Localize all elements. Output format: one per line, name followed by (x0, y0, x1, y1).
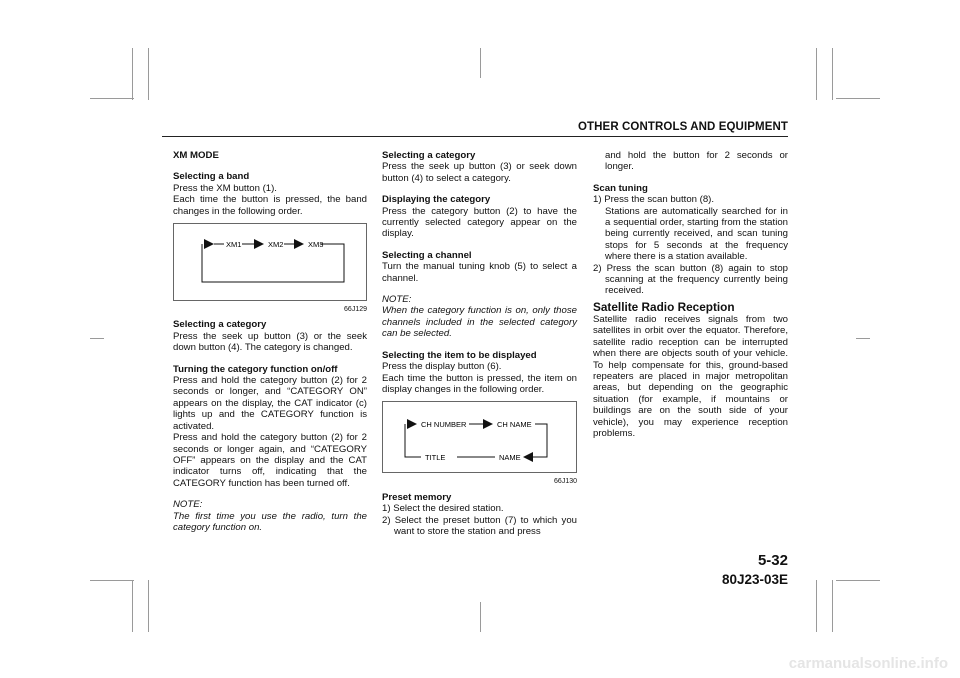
column-1 (173, 150, 367, 533)
select-category-heading: Selecting a category (382, 150, 476, 161)
arrow-icon (254, 239, 264, 249)
arrow-icon (483, 419, 493, 429)
crop-mark (832, 48, 833, 100)
crop-mark (90, 98, 134, 99)
band-order-figure (173, 223, 367, 301)
scan-heading: Scan tuning (593, 182, 648, 194)
category-text: Press the seek up button (3) or the seek down button (4). The category is changed. (173, 330, 367, 354)
crop-mark (132, 580, 133, 632)
column-2 (382, 150, 577, 537)
preset-step-1: 1) Select the desired station. (382, 503, 504, 515)
crop-mark (90, 580, 134, 581)
doc-code: 80J23-03E (721, 572, 788, 587)
section-title: OTHER CONTROLS AND EQUIPMENT (577, 121, 788, 133)
scan-step-1: 1) Press the scan button (8). Stations are automatically searched for in a sequential order, starting from the station being currently received, and scan tuning stops for 5 seconds at the frequency where there is a station available. (593, 194, 788, 263)
turning-text-2: Press and hold the category button (2) for 2 seconds or longer again, and “CATEGORY OFF” appears on the display and the CAT indicator turns off, indicating that the CATEGORY function has been turned off. (173, 432, 367, 489)
band-heading: Selecting a band (173, 171, 250, 183)
select-category-text: Press the seek up button (3) or seek down button (4) to select a category. (382, 161, 577, 184)
select-channel-text: Turn the manual tuning knob (5) to select a channel. (382, 261, 577, 284)
band-text: Press the XM button (1). Each time the button is pressed, the band changes in the following order. (173, 182, 367, 217)
band-label-xm3: XM3 (308, 240, 324, 250)
satellite-text: Satellite radio receives signals from two satellites in orbit over the equator. Therefore, satellite radio reception can be interrupted when there are objects south of your vehicle. To help compensate for this, ground-based repeaters are placed in major metropolitan areas, but depending on the geographic situation (for example, if mountains or buildings are on the south side of your vehicle), you may experience reception problems. (593, 313, 788, 439)
note-label: NOTE: (382, 294, 412, 306)
band-order-diagram (174, 224, 366, 300)
item-label-name: NAME (499, 453, 521, 463)
item-label-title: TITLE (425, 453, 446, 463)
preset-step-2: 2) Select the preset button (7) to which you want to store the station and press (382, 514, 577, 537)
display-category-text: Press the category button (2) to have the currently selected category appear on the display. (382, 205, 577, 240)
select-item-heading: Selecting the item to be displayed (382, 349, 537, 361)
figure-caption: 66J129 (344, 306, 367, 314)
select-item-text: Press the display button (6). Each time the button is pressed, the item on display changes in the following order. (382, 361, 577, 395)
arrow-icon (204, 239, 214, 249)
note-label: NOTE: (173, 499, 203, 511)
item-label-ch-name: CH NAME (497, 420, 532, 430)
select-channel-heading: Selecting a channel (382, 249, 472, 261)
crop-mark (90, 338, 104, 339)
column-3 (593, 150, 788, 439)
turning-text-1: Press and hold the category button (2) for 2 seconds or longer, and “CATEGORY ON” appears on the display, the CAT indicator (c) lights up and the CATEGORY function is activated. (173, 375, 367, 432)
page-number: 5-32 (757, 552, 788, 569)
crop-mark (148, 48, 149, 100)
band-label-xm2: XM2 (268, 240, 284, 250)
crop-mark (816, 580, 817, 632)
display-category-heading: Displaying the category (382, 194, 491, 206)
preset-continued-text: and hold the button for 2 seconds or longer. (605, 150, 788, 173)
watermark: carmanualsonline.info (788, 655, 948, 672)
satellite-heading: Satellite Radio Reception (593, 299, 735, 314)
turning-heading: Turning the category function on/off (173, 363, 338, 375)
preset-heading: Preset memory (382, 491, 452, 503)
mode-title: XM MODE (173, 150, 219, 161)
arrow-icon (523, 452, 533, 462)
crop-mark (836, 98, 880, 99)
arrow-icon (294, 239, 304, 249)
item-label-ch-number: CH NUMBER (421, 420, 467, 430)
crop-mark (480, 48, 481, 78)
crop-mark (816, 48, 817, 100)
crop-mark (856, 338, 870, 339)
scan-step-2: 2) Press the scan button (8) again to stop scanning at the frequency currently being received. (593, 262, 788, 297)
crop-mark (148, 580, 149, 632)
crop-mark (836, 580, 880, 581)
category-heading: Selecting a category (173, 319, 267, 331)
header-rule (162, 136, 788, 137)
display-order-diagram (383, 402, 576, 472)
display-order-figure (382, 401, 577, 473)
crop-mark (132, 48, 133, 100)
note-text: The first time you use the radio, turn the category function on. (173, 510, 367, 533)
crop-mark (480, 602, 481, 632)
band-label-xm1: XM1 (226, 240, 242, 250)
figure-caption: 66J130 (554, 478, 577, 486)
crop-mark (832, 580, 833, 632)
note-text: When the category function is on, only those channels included in the selected category can be selected. (382, 305, 577, 340)
arrow-icon (407, 419, 417, 429)
